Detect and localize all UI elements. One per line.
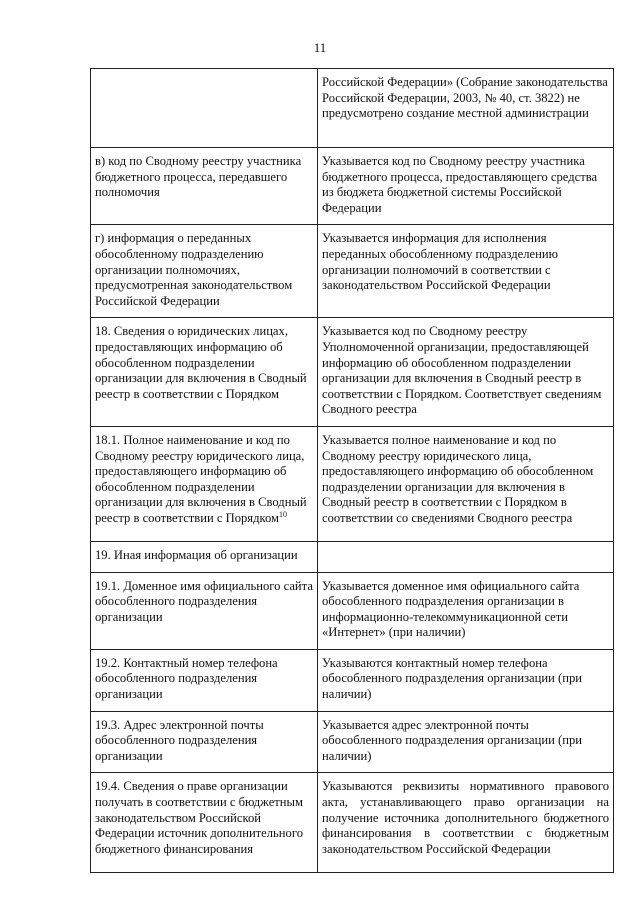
- table-cell-left: 19.2. Контактный номер телефона обособленного подразделения организации: [91, 649, 318, 711]
- table-cell-left: 18. Сведения о юридических лицах, предоставляющих информацию об обособленном подразделении организации для включения в Сводный реестр в соответствии с Порядком: [91, 318, 318, 427]
- table-cell-right: Указываются реквизиты нормативного правового акта, устанавливающего право организации на получение источника дополнительного бюджетного финансирования в соответствии с бюджетным законодательством Российской Федерации: [318, 773, 614, 873]
- table-row: [91, 148, 614, 225]
- table-cell-left: [91, 69, 318, 148]
- table-cell-right: Указывается код по Сводному реестру участника бюджетного процесса, предоставляющего средства из бюджета бюджетной системы Российской Федерации: [318, 148, 614, 225]
- table-row: [91, 711, 614, 773]
- table-cell-left: 19.3. Адрес электронной почты обособленного подразделения организации: [91, 711, 318, 773]
- page-number: 11: [313, 40, 327, 55]
- table-row: [91, 69, 614, 148]
- requirements-table: [90, 68, 614, 873]
- table-cell-left: [91, 426, 318, 541]
- table-cell-left: 19. Иная информация об организации: [91, 541, 318, 572]
- footnote-marker: 10: [279, 509, 288, 519]
- table-cell-right: Российской Федерации» (Собрание законодательства Российской Федерации, 2003, № 40, ст. 3822) не предусмотрено создание местной администрации: [318, 69, 614, 148]
- table-cell-right: Указывается доменное имя официального сайта обособленного подразделения организации в информационно-телекоммуникационной сети «Интернет» (при наличии): [318, 572, 614, 649]
- table-cell-left: в) код по Сводному реестру участника бюджетного процесса, передавшего полномочия: [91, 148, 318, 225]
- table-cell-left: 19.1. Доменное имя официального сайта обособленного подразделения организации: [91, 572, 318, 649]
- table-row: [91, 541, 614, 572]
- table-row: [91, 572, 614, 649]
- table-row: [91, 773, 614, 873]
- table-row: [91, 426, 614, 541]
- table-cell-right: Указывается полное наименование и код по Сводному реестру юридического лица, предоставляющего информацию об обособленном подразделении организации для включения в Сводный реестр в соответствии с Порядком в соответствии со сведениями Сводного реестра: [318, 426, 614, 541]
- table-cell-left: 19.4. Сведения о праве организации получать в соответствии с бюджетным законодательством Российской Федерации источник дополнительного бюджетного финансирования: [91, 773, 318, 873]
- table-cell-right: Указывается адрес электронной почты обособленного подразделения организации (при наличии): [318, 711, 614, 773]
- cell-text: 18.1. Полное наименование и код по Сводному реестру юридического лица, предоставляющего информацию об обособленном подразделении организации для включения в Сводный реестр в соответствии с Порядком: [95, 432, 307, 525]
- table-row: [91, 225, 614, 318]
- table-cell-right: [318, 541, 614, 572]
- table-row: [91, 318, 614, 427]
- table-cell-left: г) информация о переданных обособленному подразделению организации полномочиях, предусмотренная законодательством Российской Федерации: [91, 225, 318, 318]
- table-cell-right: Указывается код по Сводному реестру Уполномоченной организации, предоставляющей информацию об обособленном подразделении организации для включения в Сводный реестр в соответствии с Порядком. Соответствует сведениям Сводного реестра: [318, 318, 614, 427]
- table-row: [91, 649, 614, 711]
- table-cell-right: Указывается информация для исполнения переданных обособленному подразделению организации полномочий в соответствии с законодательством Российской Федерации: [318, 225, 614, 318]
- table-cell-right: Указываются контактный номер телефона обособленного подразделения организации (при наличии): [318, 649, 614, 711]
